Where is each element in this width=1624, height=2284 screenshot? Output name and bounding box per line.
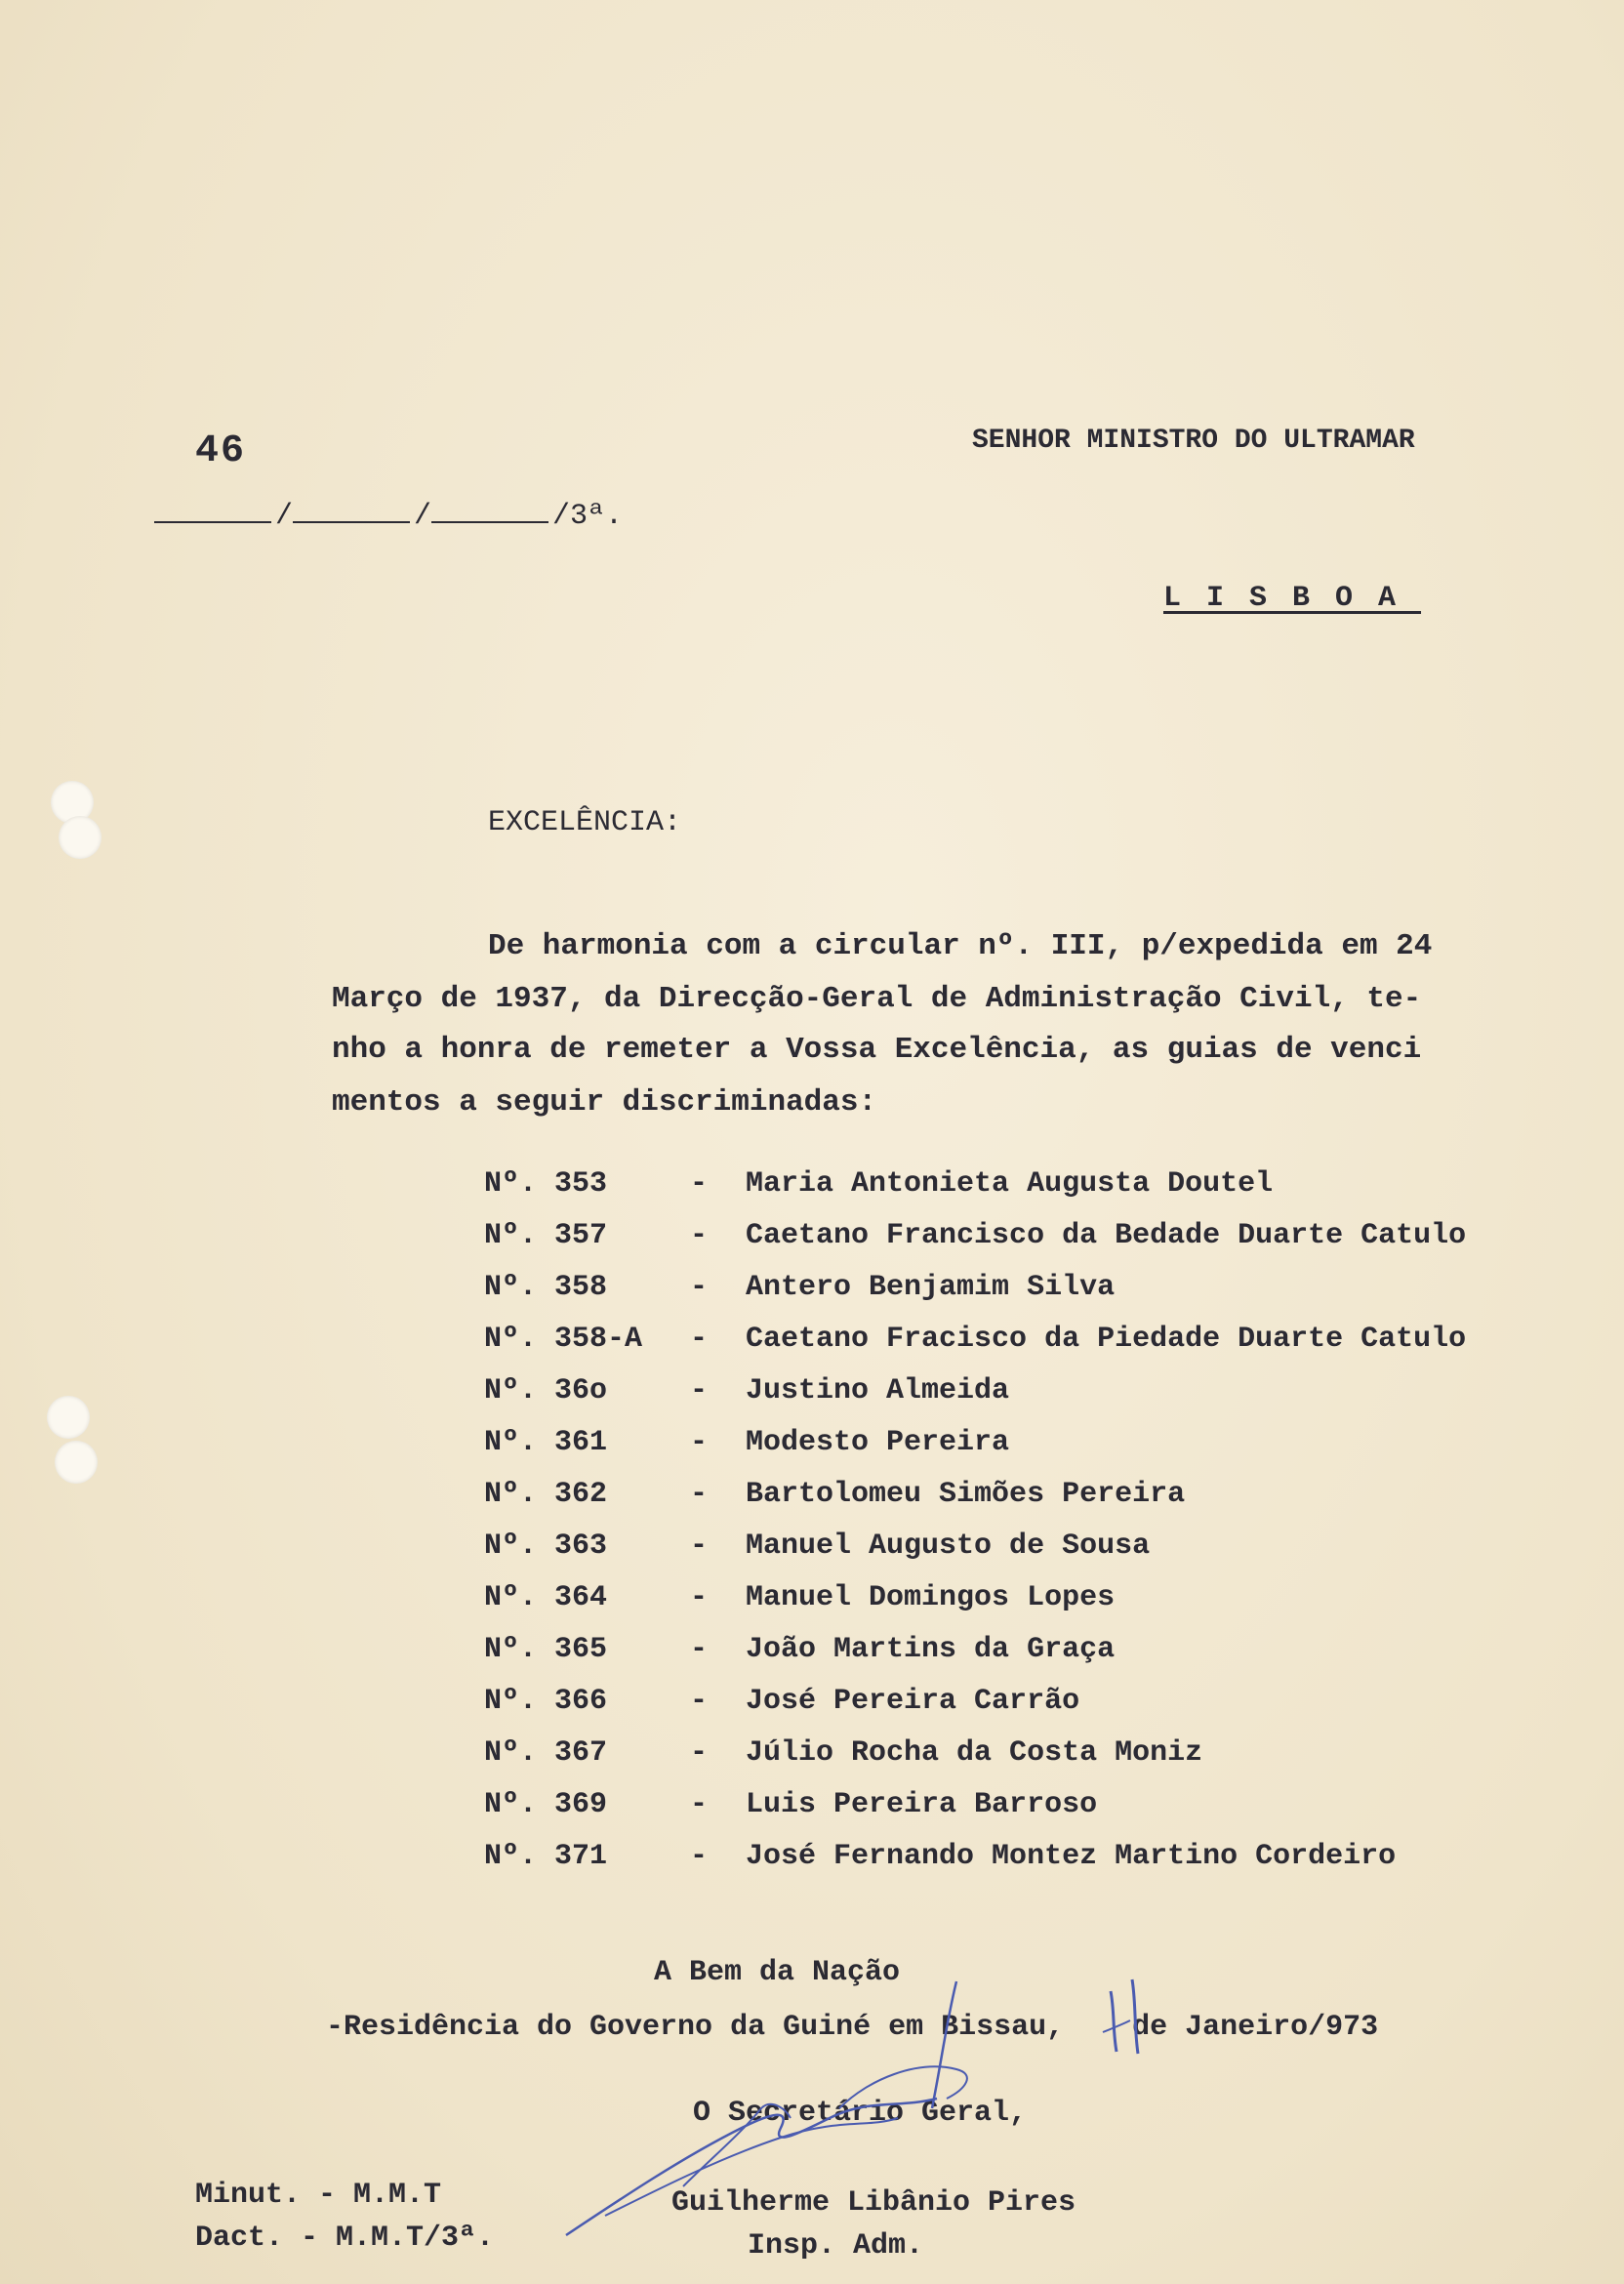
body-line-2: Março de 1937, da Direcção-Geral de Administração Civil, te- <box>332 982 1422 1016</box>
list-item <box>484 1633 1115 1666</box>
list-item <box>484 1788 1097 1821</box>
entry-number: Nº. 357 <box>484 1219 608 1252</box>
entry-name: José Fernando Montez Martino Cordeiro <box>746 1840 1397 1873</box>
body-line-1: De harmonia com a circular nº. III, p/expedida em 24 <box>488 929 1433 963</box>
entry-name: Justino Almeida <box>746 1374 1010 1407</box>
salutation: EXCELÊNCIA: <box>488 806 682 839</box>
entry-dash: - <box>689 1323 708 1356</box>
entry-number: Nº. 36o <box>484 1374 608 1407</box>
list-item <box>484 1271 1115 1304</box>
entry-dash: - <box>689 1478 708 1511</box>
reference-blank-2 <box>293 521 410 523</box>
place-date-prefix: -Residência do Governo da Guiné em Bissau, <box>326 2011 1065 2044</box>
reference-blank-3 <box>431 521 548 523</box>
entry-number: Nº. 362 <box>484 1478 608 1511</box>
entry-dash: - <box>689 1219 708 1252</box>
entry-name: Caetano Fracisco da Piedade Duarte Catulo <box>746 1323 1467 1356</box>
entry-dash: - <box>689 1736 708 1770</box>
body-line-4: mentos a seguir discriminadas: <box>332 1085 877 1120</box>
signatory-title: O Secretário Geral, <box>693 2097 1028 2130</box>
reference-blank-1 <box>154 521 271 523</box>
dact-reference: Dact. - M.M.T/3ª. <box>195 2222 495 2255</box>
entry-number: Nº. 361 <box>484 1426 608 1459</box>
addressee-city: LISBOA <box>1163 582 1422 615</box>
entry-dash: - <box>689 1167 708 1201</box>
signatory-name: Guilherme Libânio Pires <box>671 2186 1076 2220</box>
list-item <box>484 1529 1150 1563</box>
entry-dash: - <box>689 1426 708 1459</box>
entry-name: Manuel Domingos Lopes <box>746 1581 1116 1614</box>
entry-dash: - <box>689 1271 708 1304</box>
list-item <box>484 1426 1009 1459</box>
entry-name: José Pereira Carrão <box>746 1685 1080 1718</box>
page-number: 46 <box>195 429 247 473</box>
handwritten-signature <box>547 1962 1093 2255</box>
entry-number: Nº. 365 <box>484 1633 608 1666</box>
entry-number: Nº. 369 <box>484 1788 608 1821</box>
entry-dash: - <box>689 1374 708 1407</box>
handwritten-day-11 <box>1093 1972 1171 2060</box>
entry-name: Modesto Pereira <box>746 1426 1010 1459</box>
list-item <box>484 1736 1202 1770</box>
punch-hole-bottom-2 <box>55 1441 98 1484</box>
entry-name: Bartolomeu Simões Pereira <box>746 1478 1186 1511</box>
entry-name: João Martins da Graça <box>746 1633 1116 1666</box>
reference-suffix: /3ª. <box>552 500 624 533</box>
closing-motto: A Bem da Nação <box>654 1956 901 1989</box>
entry-name: Caetano Francisco da Bedade Duarte Catulo <box>746 1219 1467 1252</box>
entry-name: Luis Pereira Barroso <box>746 1788 1098 1821</box>
place-date-suffix: de Janeiro/973 <box>1132 2011 1379 2044</box>
list-item <box>484 1323 1466 1356</box>
entry-dash: - <box>689 1529 708 1563</box>
entry-dash: - <box>689 1581 708 1614</box>
list-item <box>484 1374 1009 1407</box>
entry-number: Nº. 358 <box>484 1271 608 1304</box>
entry-dash: - <box>689 1633 708 1666</box>
reference-line: / / /3ª. <box>154 500 623 533</box>
entry-number: Nº. 371 <box>484 1840 608 1873</box>
punch-hole-top-2 <box>59 816 102 859</box>
list-item <box>484 1581 1115 1614</box>
entry-number: Nº. 358-A <box>484 1323 643 1356</box>
entry-name: Manuel Augusto de Sousa <box>746 1529 1151 1563</box>
entry-dash: - <box>689 1840 708 1873</box>
list-item <box>484 1219 1466 1252</box>
entry-name: Antero Benjamim Silva <box>746 1271 1116 1304</box>
entry-number: Nº. 367 <box>484 1736 608 1770</box>
entry-name: Júlio Rocha da Costa Moniz <box>746 1736 1203 1770</box>
body-line-3: nho a honra de remeter a Vossa Excelência, as guias de venci <box>332 1033 1422 1067</box>
list-item <box>484 1685 1079 1718</box>
entry-number: Nº. 363 <box>484 1529 608 1563</box>
entry-dash: - <box>689 1685 708 1718</box>
minut-reference: Minut. - M.M.T <box>195 2179 442 2212</box>
entry-dash: - <box>689 1788 708 1821</box>
list-item <box>484 1840 1396 1873</box>
addressee: SENHOR MINISTRO DO ULTRAMAR <box>972 426 1415 456</box>
list-item <box>484 1478 1185 1511</box>
signatory-role: Insp. Adm. <box>748 2229 924 2263</box>
entry-number: Nº. 366 <box>484 1685 608 1718</box>
punch-hole-bottom-1 <box>47 1396 90 1439</box>
entry-name: Maria Antonieta Augusta Doutel <box>746 1167 1274 1201</box>
entry-number: Nº. 353 <box>484 1167 608 1201</box>
list-item <box>484 1167 1273 1201</box>
entry-number: Nº. 364 <box>484 1581 608 1614</box>
